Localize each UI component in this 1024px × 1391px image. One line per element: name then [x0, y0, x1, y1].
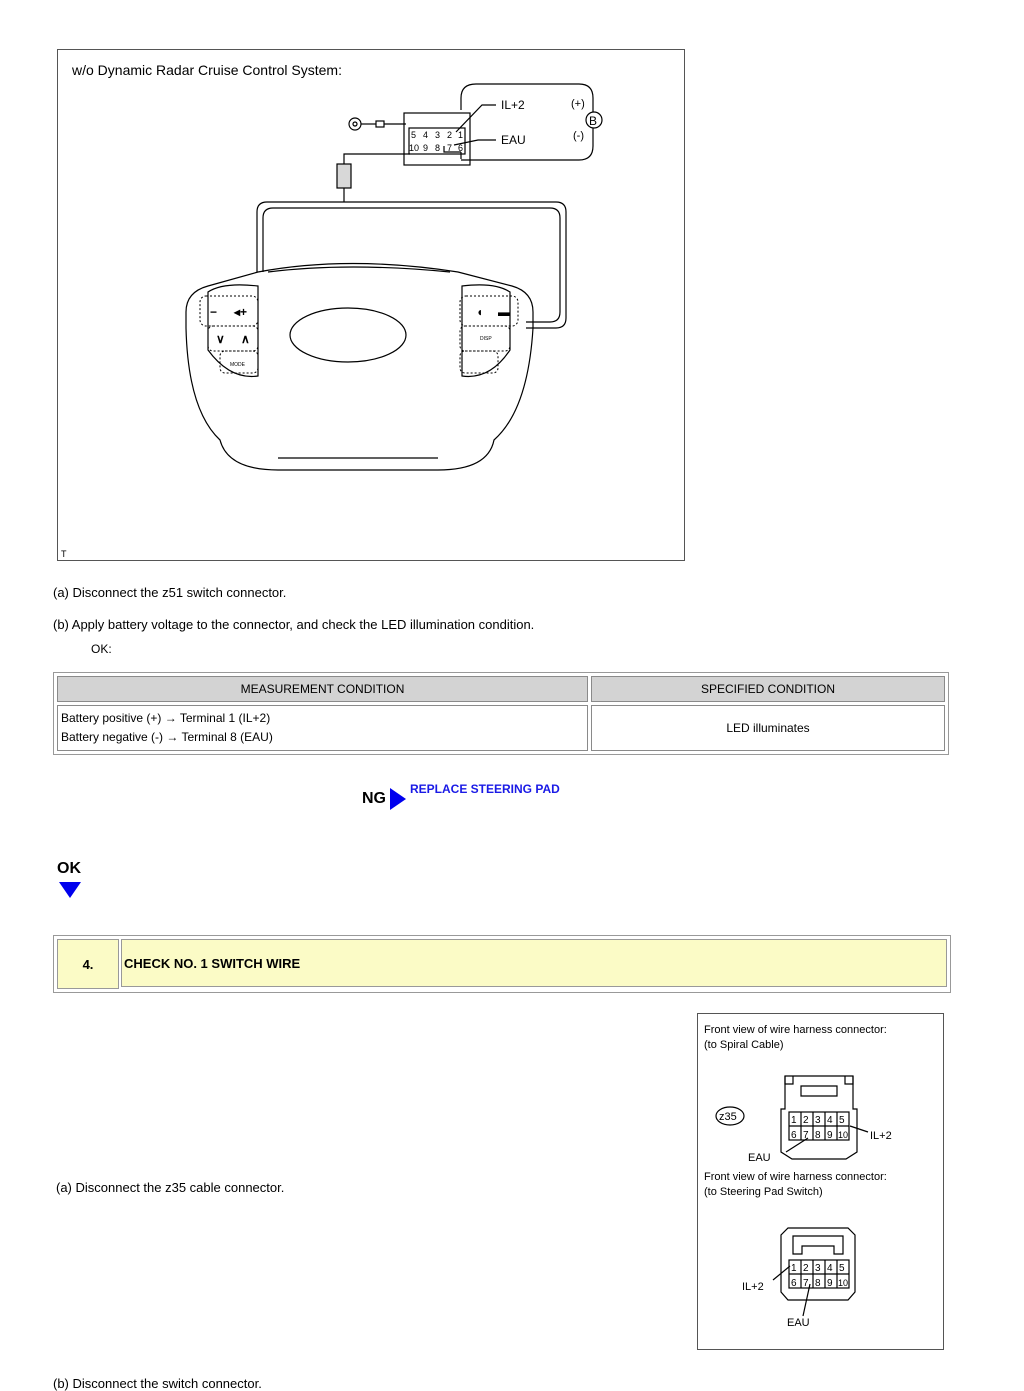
arrow-right-icon — [390, 788, 406, 810]
ng-result — [362, 780, 582, 820]
svg-text:∧: ∧ — [241, 332, 250, 346]
table-row — [57, 705, 945, 751]
header-measurement: MEASUREMENT CONDITION — [57, 676, 588, 702]
upper-pin-4: 4 — [827, 1115, 833, 1126]
step-b-text: (b) Apply battery voltage to the connector, and check the LED illumination condition. — [53, 617, 535, 632]
steering-pad-illustration — [58, 50, 684, 560]
lower-pin-1: 1 — [791, 1263, 797, 1274]
lower-pin-3: 3 — [815, 1263, 821, 1274]
mode-label: MODE — [230, 362, 245, 368]
battery-label: B — [589, 114, 598, 128]
lower-pin-10: 10 — [838, 1278, 849, 1288]
upper-pin-1: 1 — [791, 1115, 797, 1126]
upper-pin-7: 7 — [803, 1130, 809, 1141]
pin-9: 9 — [423, 143, 429, 153]
connector-id-label: z35 — [719, 1111, 737, 1123]
svg-text:−: − — [210, 305, 218, 319]
spec-table — [53, 672, 949, 755]
negative-label: (-) — [573, 130, 584, 142]
ok-result-label: OK — [57, 860, 81, 877]
svg-text:◂+: ◂+ — [234, 305, 248, 319]
lower-pin-5: 5 — [839, 1263, 845, 1274]
step-a-text: (a) Disconnect the z51 switch connector. — [53, 585, 287, 600]
lower-eau-label: EAU — [787, 1317, 810, 1329]
disp-label: DISP — [480, 336, 492, 342]
arrow-down-icon — [59, 882, 81, 898]
il2-label: IL+2 — [501, 98, 525, 112]
pin-3: 3 — [435, 130, 441, 140]
positive-label: (+) — [571, 98, 585, 110]
lower-pin-9: 9 — [827, 1278, 833, 1289]
table-header-row — [57, 676, 945, 702]
lower-il2-label: IL+2 — [742, 1281, 764, 1293]
svg-text:▬: ▬ — [498, 305, 510, 319]
condition-line-2: Battery negative (-) → Terminal 8 (EAU) — [61, 730, 273, 744]
upper-pin-10: 10 — [838, 1130, 849, 1140]
steering-pad-diagram — [57, 49, 685, 561]
pin-7: 7 — [447, 143, 453, 153]
upper-pin-2: 2 — [803, 1115, 809, 1126]
caption1-line2: (to Spiral Cable) — [704, 1039, 784, 1051]
pin-5: 5 — [411, 130, 417, 140]
step2-a-text: (a) Disconnect the z35 cable connector. — [56, 1180, 285, 1195]
pin-8: 8 — [435, 143, 441, 153]
upper-pin-6: 6 — [791, 1130, 797, 1141]
pin-2: 2 — [447, 130, 453, 140]
diagram-title: w/o Dynamic Radar Cruise Control System: — [72, 62, 342, 78]
caption1-line1: Front view of wire harness connector: — [704, 1024, 887, 1036]
specified-cell: LED illuminates — [591, 705, 945, 751]
upper-pin-5: 5 — [839, 1115, 845, 1126]
pin-4: 4 — [423, 130, 429, 140]
connector-illustration — [698, 1014, 943, 1349]
upper-pin-8: 8 — [815, 1130, 821, 1141]
step2-b-text: (b) Disconnect the switch connector. — [53, 1376, 262, 1391]
pin-10: 10 — [409, 143, 420, 153]
lower-pin-4: 4 — [827, 1263, 833, 1274]
condition-line-1: Battery positive (+) → Terminal 1 (IL+2) — [61, 711, 271, 725]
lower-pin-2: 2 — [803, 1263, 809, 1274]
section-title: CHECK NO. 1 SWITCH WIRE — [121, 939, 947, 987]
connector-diagram — [697, 1013, 944, 1350]
caption2-line1: Front view of wire harness connector: — [704, 1171, 887, 1183]
pin-6: 6 — [458, 143, 464, 153]
ok-label: OK: — [91, 642, 112, 656]
header-specified: SPECIFIED CONDITION — [591, 676, 945, 702]
caption2-line2: (to Steering Pad Switch) — [704, 1186, 823, 1198]
pin-1: 1 — [458, 130, 464, 140]
lower-pin-8: 8 — [815, 1278, 821, 1289]
lower-pin-7: 7 — [803, 1278, 809, 1289]
section-header — [53, 935, 951, 993]
lower-pin-6: 6 — [791, 1278, 797, 1289]
svg-text:◖: ◖ — [476, 305, 484, 319]
upper-pin-9: 9 — [827, 1130, 833, 1141]
measurement-cell — [57, 705, 588, 751]
eau-label: EAU — [501, 133, 526, 147]
ng-label: NG — [362, 790, 386, 807]
upper-eau-label: EAU — [748, 1152, 771, 1164]
section-number: 4. — [57, 939, 119, 989]
diagram-tag: T — [61, 549, 67, 559]
replace-steering-pad-link[interactable]: REPLACE STEERING PAD — [410, 782, 560, 796]
svg-text:∨: ∨ — [216, 332, 225, 346]
upper-pin-3: 3 — [815, 1115, 821, 1126]
upper-il2-label: IL+2 — [870, 1130, 892, 1142]
